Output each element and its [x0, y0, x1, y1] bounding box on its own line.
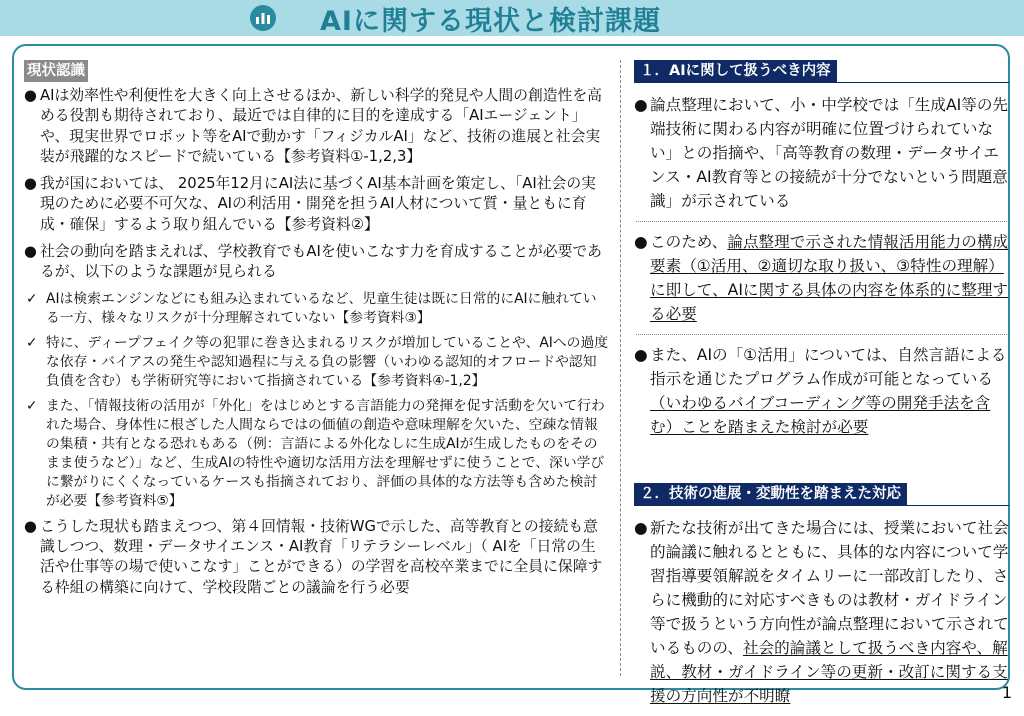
- left-column: [24, 60, 609, 605]
- bullet-text: AIは効率性や利便性を大きく向上させるほか、新しい科学的発見や人間の創造性を高める役割も期待されており、最近では自律的に目的を達成する「AIエージェント」や、現実世界でロボット等をAIで動かす「フィジカルAI」など、技術の進展と社会実装が飛躍的なスピードで続いている【参考資料①-1,2,3】: [40, 87, 602, 165]
- underlined-text: 社会的論議として扱うべき内容や、解説、教材・ガイドライン等の更新・改訂に関する支援の方向性が不明瞭: [650, 639, 1008, 705]
- check-text: AIは検索エンジンなどにも組み込まれているなど、児童生徒は既に日常的にAIに触れている一方、様々なリスクが十分理解されていない【参考資料③】: [46, 290, 597, 326]
- bullet-icon: ●: [634, 519, 648, 537]
- bullet-text-prefix: また、AIの「①活用」については、自然言語による指示を通じたプログラム作成が可能となっている: [650, 346, 1007, 388]
- column-divider: [620, 60, 621, 676]
- underlined-text: 論点整理で示された情報活用能力の構成要素（①活用、②適切な取り扱い、③特性の理解）に即して、AIに関する具体の内容を体系的に整理する必要: [650, 233, 1009, 323]
- chart-circle-icon: [250, 5, 276, 31]
- bullet-item: [24, 242, 609, 283]
- bullet-item: [24, 174, 609, 235]
- section-heading-1: １．AIに関して扱うべき内容: [634, 60, 837, 82]
- bullet-text: 社会の動向を踏まえれば、学校教育でもAIを使いこなす力を育成することが必要であるが、以下のような課題が見られる: [40, 243, 602, 281]
- check-item: [24, 334, 609, 391]
- page-number: 1: [1001, 683, 1012, 702]
- bullet-icon: ●: [24, 517, 37, 535]
- check-text: 特に、ディープフェイク等の犯罪に巻き込まれるリスクが増加していることや、AIへの過度な依存・バイアスの発生や認知過程に与える負の影響（いわゆる認知的オフロードや認知負債を含む）も学術研究等において指摘されている【参考資料④-1,2】: [46, 334, 609, 389]
- bullet-icon: ●: [634, 346, 648, 364]
- bullet-icon: ●: [24, 87, 37, 104]
- underlined-text: （いわゆるバイブコーディング等の開発手法を含む）ことを踏まえた検討が必要: [650, 394, 991, 436]
- dotted-separator: [636, 221, 1009, 222]
- bullet-item: [634, 93, 1009, 213]
- bullet-icon: ●: [634, 96, 648, 114]
- bullet-text-prefix: 新たな技術が出てきた場合には、授業において社会的論議に触れるとともに、具体的な内容について学習指導要領解説をタイムリーに一部改訂したり、さらに機動的に対応すべきものは教材・ガイドライン等で扱うという方向性が論点整理において示されているものの、: [650, 519, 1009, 657]
- bullet-text: 我が国においては、 2025年12月にAI法に基づくAI基本計画を策定し、「AI社会の実現のために必要不可欠な、AIの利活用・開発を担うAI人材について質・量ともに育成・確保」するよう取り組んでいる【参考資料②】: [40, 175, 596, 233]
- bullet-icon: ●: [24, 243, 37, 261]
- section-heading-status: 現状認識: [24, 60, 88, 82]
- bullet-icon: ●: [634, 233, 648, 251]
- bullet-text: こうした現状も踏まえつつ、第４回情報・技術WGで示した、高等教育との接続も意識しつつ、数理・データサイエンス・AI教育「リテラシーレベル」（ AIを「日常の生活や仕事等の場で使いこなす」ことができる）の学習を高校卒業までに全員に保障する枠組の構築に向けて、学校段階ごとの議論を行う必要: [40, 517, 603, 596]
- right-column: [634, 60, 1009, 716]
- check-icon: ✓: [26, 397, 38, 414]
- bullet-item: [24, 86, 609, 167]
- check-item: [24, 397, 609, 511]
- bullet-item: [634, 343, 1009, 439]
- bullet-text-prefix: このため、: [650, 233, 728, 251]
- bullet-text: 論点整理において、小・中学校では「生成AI等の先端技術に関わる内容が明確に位置づけられていない」との指摘や、「高等教育の数理・データサイエンス・AI教育等との接続が十分でないという問題意識」が示されている: [650, 96, 1009, 210]
- check-text: また、「情報技術の活用が「外化」をはじめとする言語能力の発揮を促す活動を欠いて行われた場合、身体性に根ざした人間ならではの価値の創造や意味理解を欠いた、空疎な情報の集積・共有となる恐れもある（例：言語による外化なしに生成AIが生成したものをそのまま使うなど）」など、生成AIの特性や適切な活用方法を理解せずに使うことで、深い学びに繋がりにくくなっているケースも指摘されており、評価の具体的な方法等も含めた検討が必要【参考資料⑤】: [46, 397, 605, 509]
- bullet-item: [634, 516, 1009, 708]
- check-item: [24, 290, 609, 328]
- title-banner: [0, 0, 1024, 36]
- bullet-icon: ●: [24, 175, 37, 193]
- bullet-item: [24, 517, 609, 598]
- check-icon: ✓: [26, 290, 38, 307]
- check-icon: ✓: [26, 334, 38, 351]
- page-title: AIに関する現状と検討課題: [320, 5, 661, 37]
- bullet-item: [634, 230, 1009, 326]
- dotted-separator: [636, 334, 1009, 335]
- section-heading-2: ２．技術の進展・変動性を踏まえた対応: [634, 483, 907, 505]
